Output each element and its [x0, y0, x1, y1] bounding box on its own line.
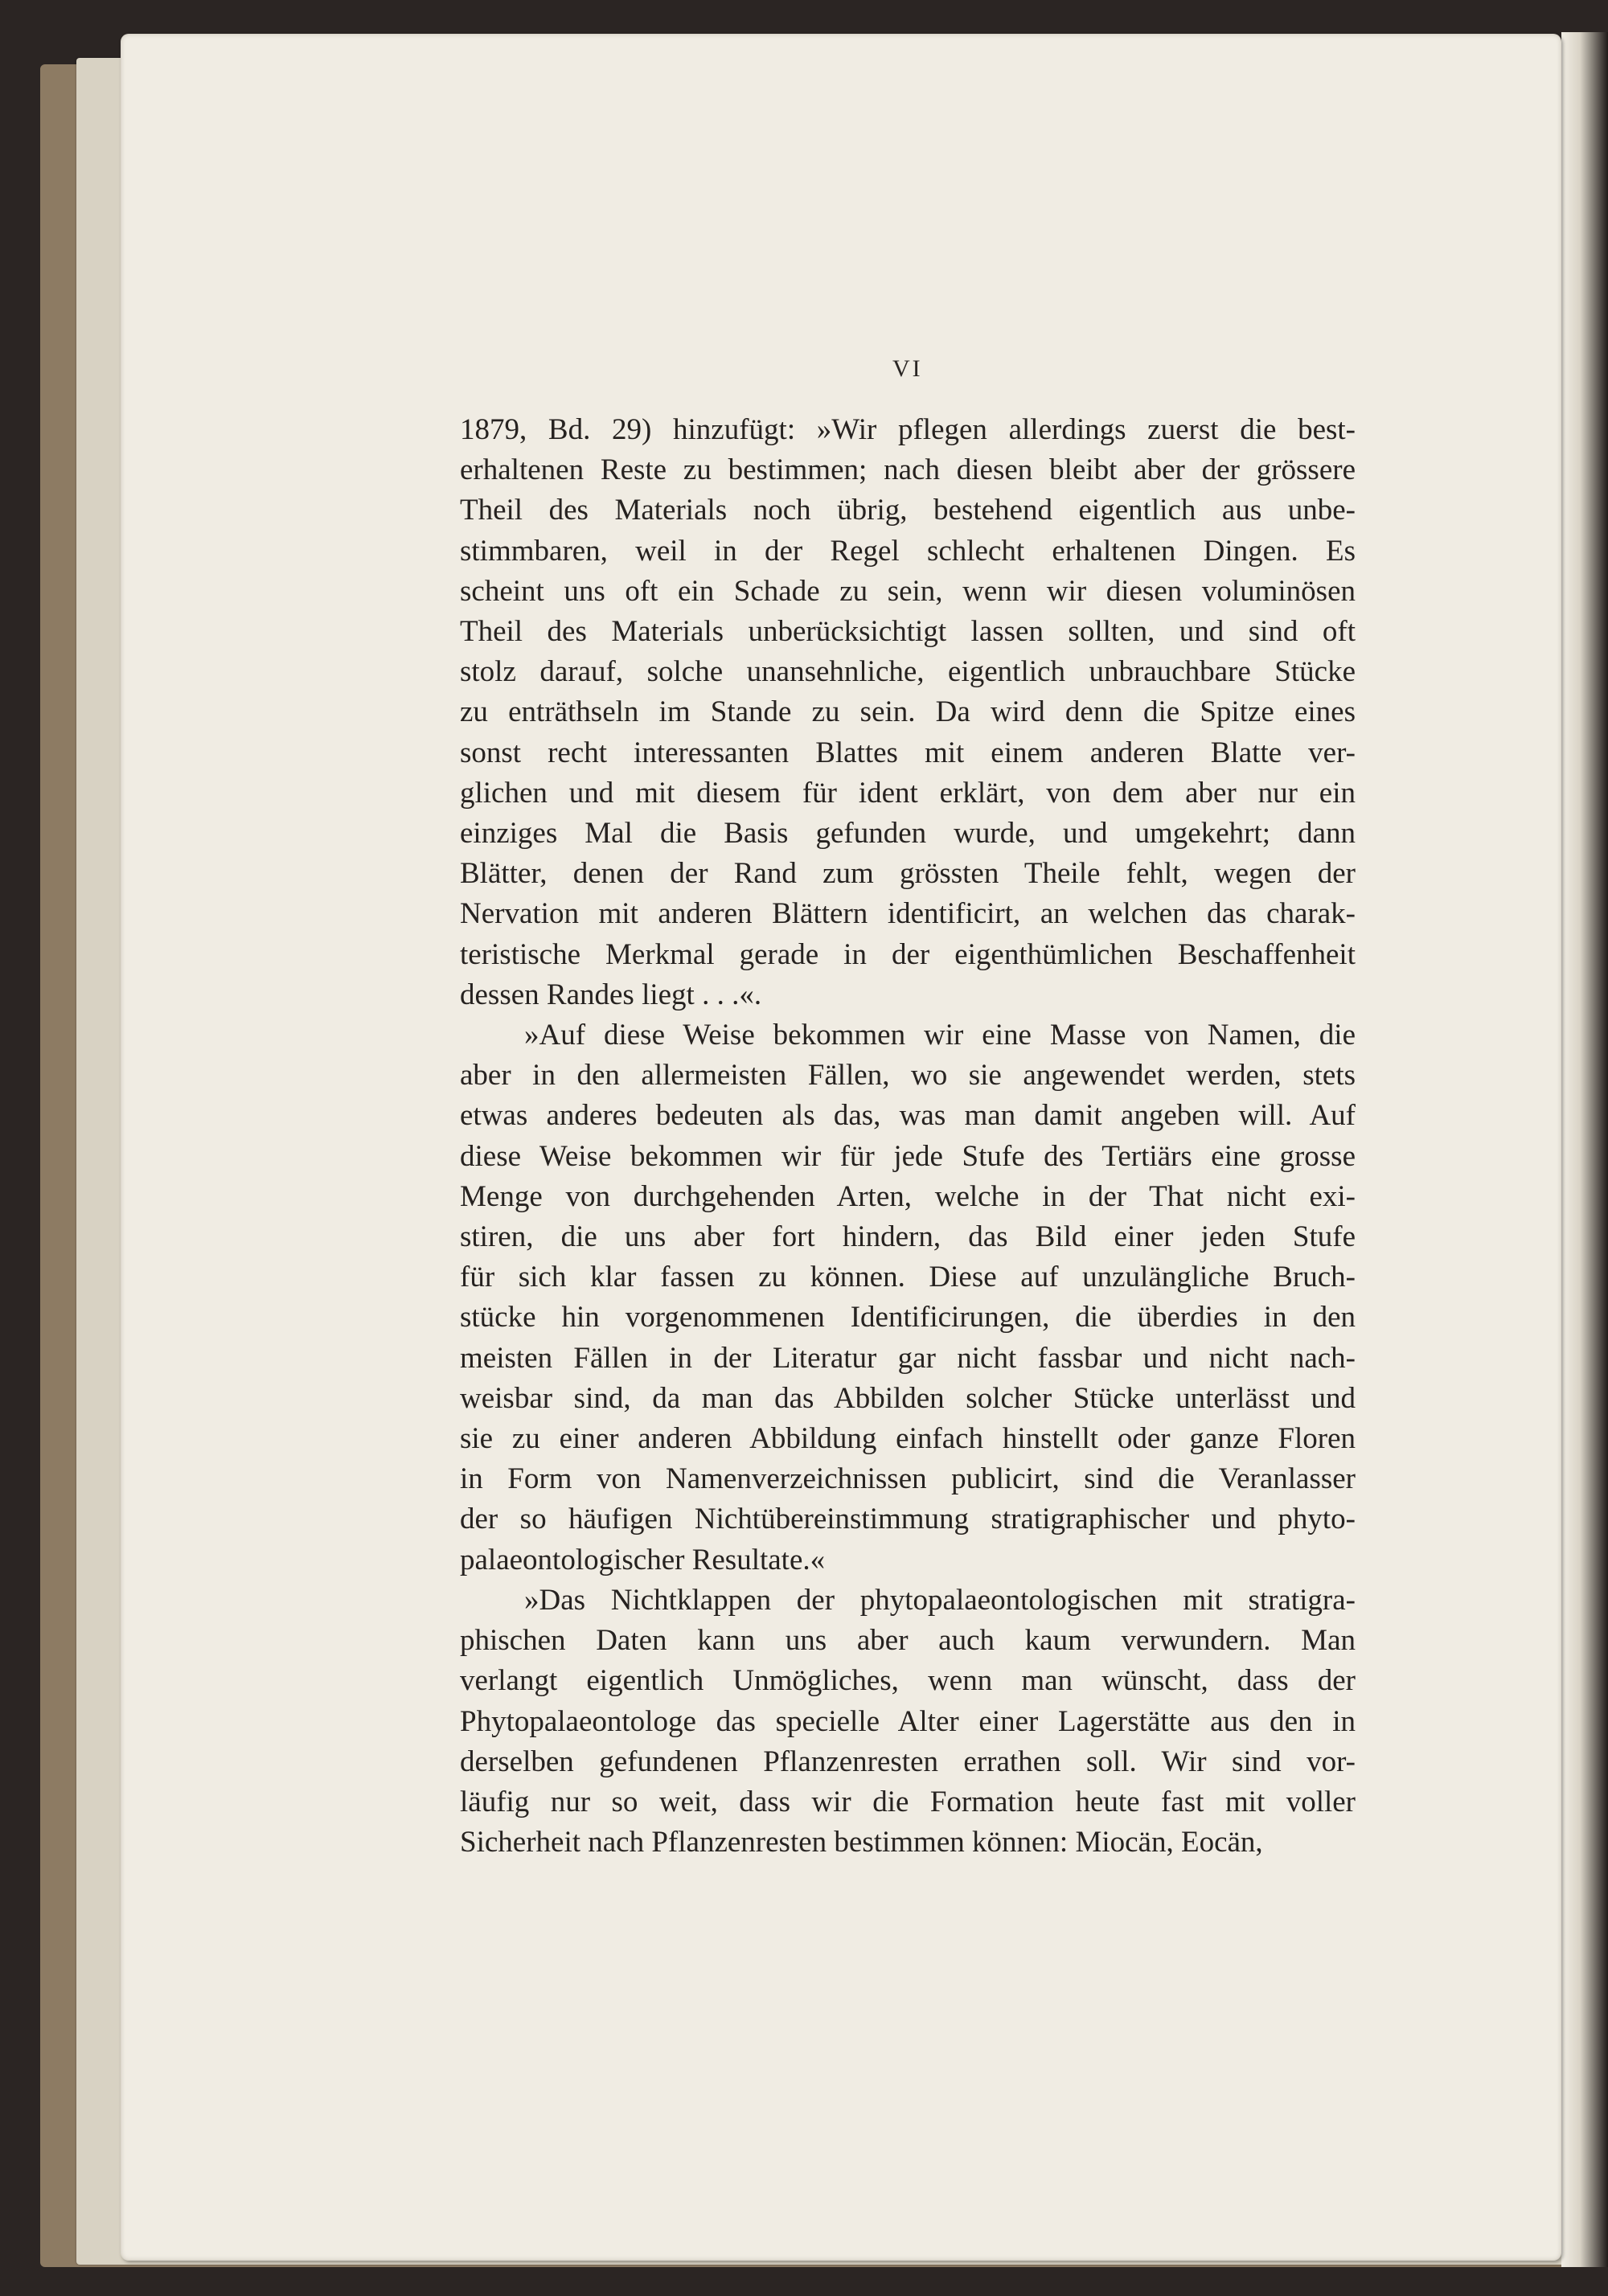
text-line: weisbar sind, da man das Abbilden solcher Stücke unterlässt und	[460, 1381, 1356, 1415]
text-line: dessen Randes liegt . . .«.	[460, 978, 762, 1011]
text-line: verlangt eigentlich Unmögliches, wenn man wünscht, dass der	[460, 1664, 1356, 1698]
text-line: »Auf diese Weise bekommen wir eine Masse von Namen, die	[524, 1019, 1356, 1052]
paragraph	[460, 410, 1356, 1015]
text-line: meisten Fällen in der Literatur gar nicht fassbar und nicht nach-	[460, 1341, 1356, 1375]
text-line: diese Weise bekommen wir für jede Stufe des Tertiärs eine grosse	[460, 1139, 1356, 1173]
text-line: Theil des Materials unberücksichtigt lassen sollten, und sind oft	[460, 615, 1356, 649]
text-line: Theil des Materials noch übrig, bestehend eigentlich aus unbe-	[460, 494, 1356, 527]
text-line: etwas anderes bedeuten als das, was man damit angeben will. Auf	[460, 1099, 1356, 1133]
paragraph	[460, 1581, 1356, 1863]
text-line: der so häufigen Nichtübereinstimmung stratigraphischer und phyto-	[460, 1503, 1356, 1536]
text-line: teristische Merkmal gerade in der eigenthümlichen Beschaffenheit	[460, 937, 1356, 971]
text-line: scheint uns oft ein Schade zu sein, wenn wir diesen voluminösen	[460, 574, 1356, 608]
text-line: stiren, die uns aber fort hindern, das Bild einer jeden Stufe	[460, 1220, 1356, 1254]
text-line: palaeontologischer Resultate.«	[460, 1543, 826, 1576]
paragraph	[460, 1015, 1356, 1581]
text-line: stimmbaren, weil in der Regel schlecht erhaltenen Dingen. Es	[460, 534, 1356, 568]
text-line: »Das Nichtklappen der phytopalaeontologischen mit stratigra-	[524, 1583, 1356, 1617]
text-line: Sicherheit nach Pflanzenresten bestimmen können: Miocän, Eocän,	[460, 1826, 1263, 1859]
text-line: für sich klar fassen zu können. Diese auf unzulängliche Bruch-	[460, 1261, 1356, 1294]
text-line: glichen und mit diesem für ident erklärt, von dem aber nur ein	[460, 776, 1356, 810]
text-line: phischen Daten kann uns aber auch kaum verwundern. Man	[460, 1624, 1356, 1658]
text-line: läufig nur so weit, dass wir die Formation heute fast mit voller	[460, 1785, 1356, 1818]
text-line: Phytopalaeontologe das specielle Alter einer Lagerstätte aus den in	[460, 1704, 1356, 1738]
page-edge-shadow	[1561, 32, 1608, 2267]
text-line: stolz darauf, solche unansehnliche, eigentlich unbrauchbare Stücke	[460, 655, 1356, 689]
text-line: sie zu einer anderen Abbildung einfach hinstellt oder ganze Floren	[460, 1422, 1356, 1456]
text-line: stücke hin vorgenommenen Identificirungen, die überdies in den	[460, 1301, 1356, 1335]
text-line: einziges Mal die Basis gefunden wurde, und umgekehrt; dann	[460, 817, 1356, 851]
text-line: Menge von durchgehenden Arten, welche in der That nicht exi-	[460, 1179, 1356, 1213]
text-line: aber in den allermeisten Fällen, wo sie angewendet werden, stets	[460, 1059, 1356, 1093]
text-line: sonst recht interessanten Blattes mit einem anderen Blatte ver-	[460, 736, 1356, 769]
text-line: zu enträthseln im Stande zu sein. Da wird denn die Spitze eines	[460, 695, 1356, 729]
body-text	[460, 410, 1356, 1863]
text-line: Nervation mit anderen Blättern identificirt, an welchen das charak-	[460, 897, 1356, 931]
page-number: VI	[892, 355, 923, 382]
text-line: in Form von Namenverzeichnissen publicirt, sind die Veranlasser	[460, 1462, 1356, 1496]
text-line: 1879, Bd. 29) hinzufügt: »Wir pflegen allerdings zuerst die best-	[460, 413, 1356, 446]
text-line: erhaltenen Reste zu bestimmen; nach diesen bleibt aber der grössere	[460, 453, 1356, 487]
text-line: Blätter, denen der Rand zum grössten Theile fehlt, wegen der	[460, 857, 1356, 891]
text-line: derselben gefundenen Pflanzenresten errathen soll. Wir sind vor-	[460, 1745, 1356, 1778]
